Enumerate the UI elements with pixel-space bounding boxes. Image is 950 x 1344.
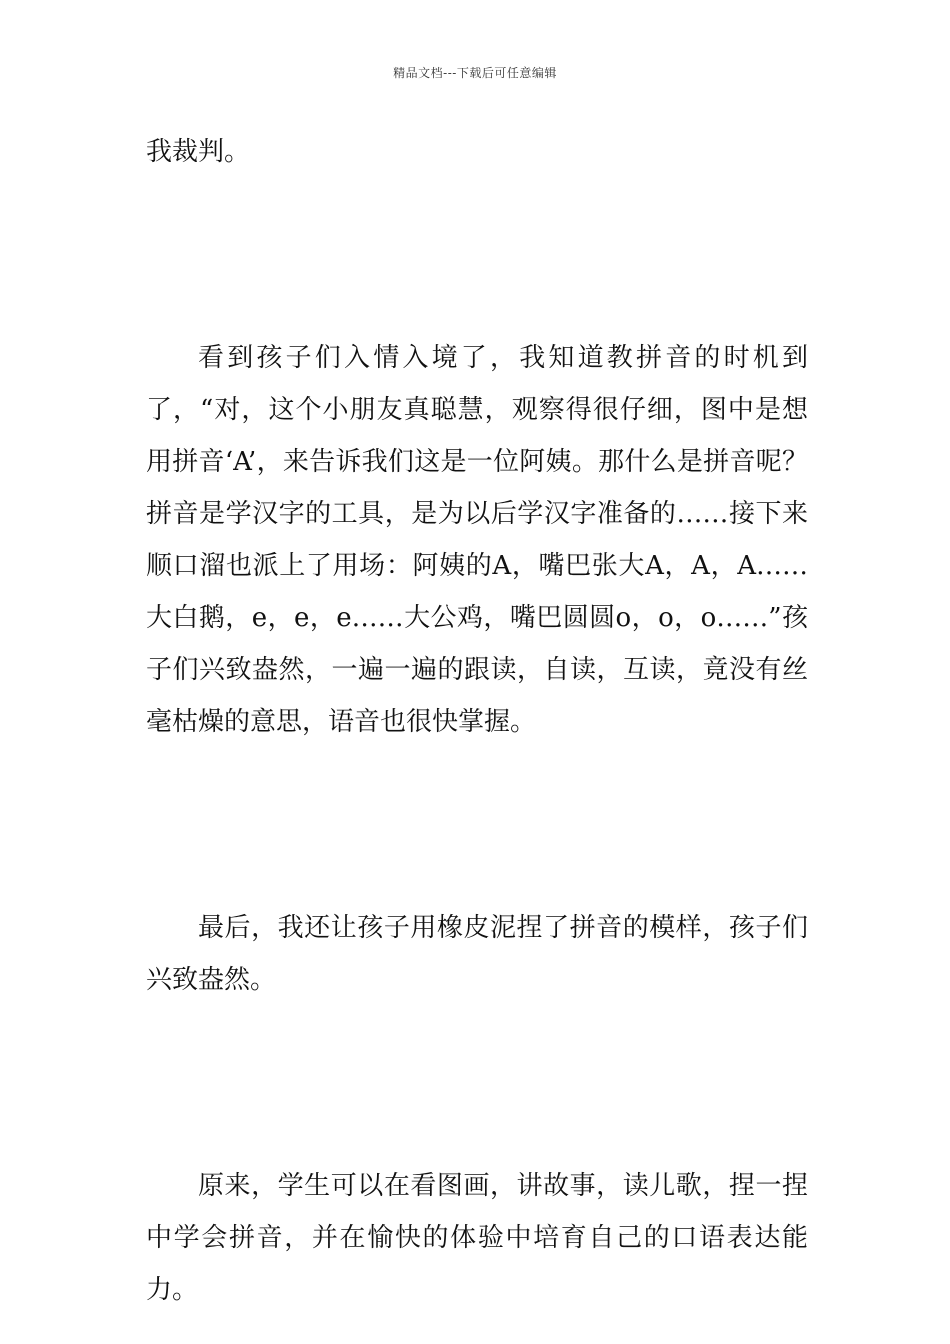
- paragraph-2: 看到孩子们入情入境了，我知道教拼音的时机到了，“对，这个小朋友真聪慧，观察得很仔细，图中是想用拼音‘A’，来告诉我们这是一位阿姨。那什么是拼音呢？拼音是学汉字的工具，是为以后学汉字准备的……接下来顺口溜也派上了用场：阿姨的A，嘴巴张大A，A，A……大白鹅，e，e，e……大公鸡，嘴巴圆圆o，o，o……”孩子们兴致盎然，一遍一遍的跟读，自读，互读，竟没有丝毫枯燥的意思，语音也很快掌握。: [146, 343, 808, 737]
- page-header: 精品文档---下载后可任意编辑: [393, 66, 557, 80]
- document-body: [146, 126, 808, 1316]
- paragraph-3: 最后，我还让孩子用橡皮泥捏了拼音的模样，孩子们兴致盎然。: [146, 913, 808, 995]
- paragraph-4: 原来，学生可以在看图画，讲故事，读儿歌，捏一捏中学会拼音，并在愉快的体验中培育自己的口语表达能力。: [146, 1171, 808, 1305]
- paragraph-1: 我裁判。: [146, 137, 251, 167]
